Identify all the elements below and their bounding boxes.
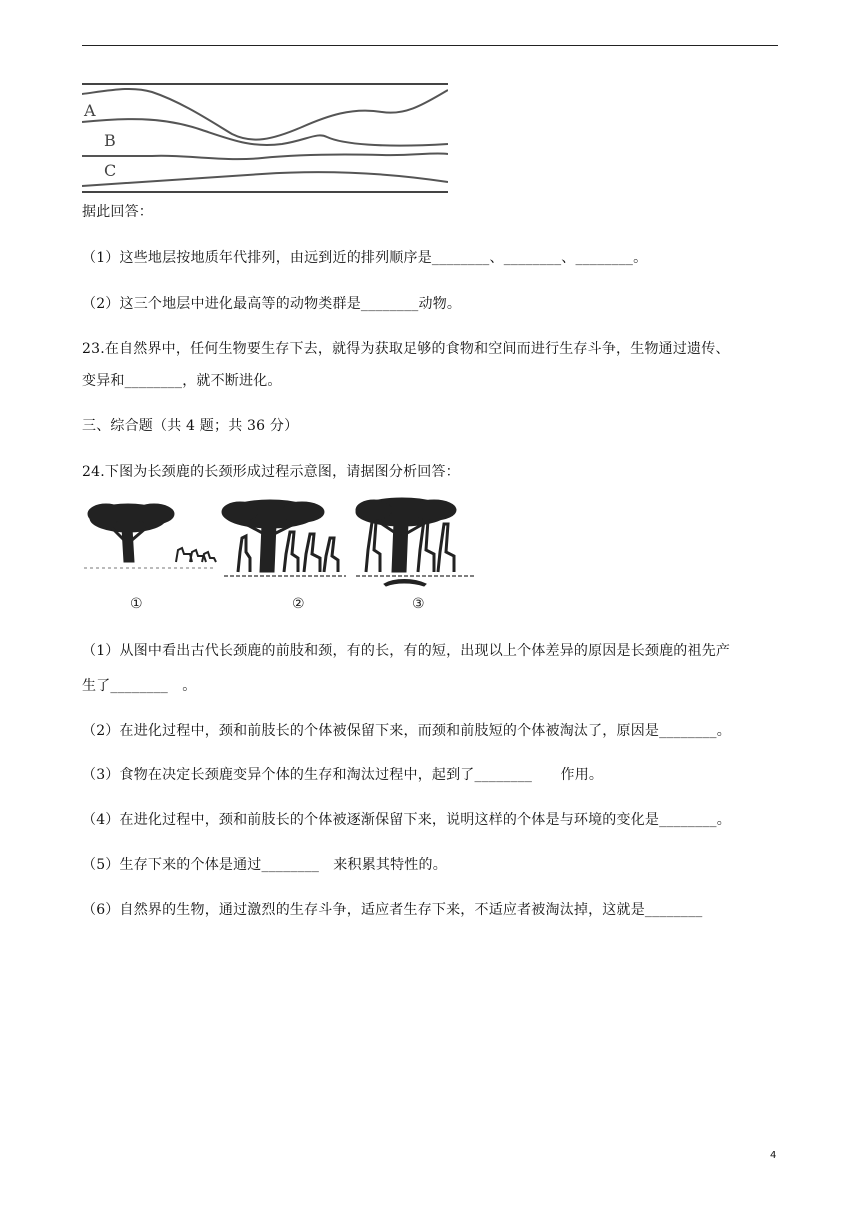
question-24-2: （2）在进化过程中，颈和前肢长的个体被保留下来，而颈和前肢短的个体被淘汰了，原因是________。 [82,723,731,739]
question-24-1-line-2: 生了________ 。 [82,678,197,694]
question-22-1: （1）这些地层按地质年代排列，由远到近的排列顺序是________、________、________。 [82,250,648,266]
layer-label-b: B [104,131,116,150]
header-rule [82,45,778,46]
question-24-4: （4）在进化过程中，颈和前肢长的个体被逐渐保留下来，说明这样的个体是与环境的变化是________。 [82,812,731,828]
page-number: 4 [770,1150,777,1161]
question-24-1-line-1: （1）从图中看出古代长颈鹿的前肢和颈，有的长，有的短，出现以上个体差异的原因是长颈鹿的祖先产 [82,643,731,659]
question-24-3: （3）食物在决定长颈鹿变异个体的生存和淘汰过程中，起到了________ 作用。 [82,767,604,783]
question-24-6: （6）自然界的生物，通过激烈的生存斗争，适应者生存下来，不适应者被淘汰掉，这就是________ [82,902,703,918]
layer-label-a: A [84,101,96,120]
strata-figure [82,82,448,194]
panel-label-3: ③ [412,596,425,612]
question-24-5: （5）生存下来的个体是通过________ 来积累其特性的。 [82,857,447,873]
giraffe-figure [84,492,476,614]
question-23-line-1: 23.在自然界中，任何生物要生存下去，就得为获取足够的食物和空间而进行生存斗争，生物通过遗传、 [82,341,730,357]
question-23-line-2: 变异和________，就不断进化。 [82,373,282,389]
panel-label-2: ② [292,596,305,612]
question-24-intro: 24.下图为长颈鹿的长颈形成过程示意图，请据图分析回答： [82,464,460,480]
section-heading: 三、综合题（共 4 题；共 36 分） [82,418,299,434]
layer-label-c: C [104,161,117,180]
instruction-text: 据此回答： [82,204,153,220]
question-22-2: （2）这三个地层中进化最高等的动物类群是________动物。 [82,296,462,312]
panel-label-1: ① [130,596,143,612]
